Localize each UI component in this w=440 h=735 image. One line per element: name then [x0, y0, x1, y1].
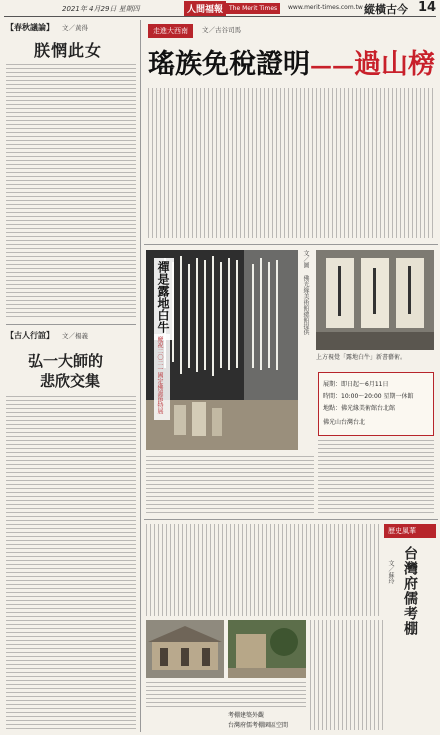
calligraphy-scrolls-photo	[316, 250, 434, 350]
photo-caption: 考棚建築外觀	[228, 712, 265, 719]
newspaper-logo: 人間福報	[184, 1, 226, 16]
exam-hall-courtyard-photo	[228, 620, 306, 678]
exhibit-body-text-2	[318, 440, 434, 514]
exhibit-address: 地點：佛光緣美術館台北館	[323, 405, 396, 412]
column-tag: 【春秋議論】	[6, 22, 54, 32]
section-name: 縱橫古今	[364, 3, 408, 16]
exam-hall-body-text	[146, 524, 382, 616]
feature-body-text	[148, 88, 436, 238]
exhibit-photo-credit: 文／圖 佛光緣美術館總館提供	[302, 250, 309, 335]
article-body-text	[6, 396, 136, 730]
exhibit-subtitle: 慶祝二〇二一國定佛誕節特展	[156, 336, 163, 414]
exam-hall-right-text	[310, 620, 384, 730]
exhibit-info-box	[318, 372, 434, 436]
author-line: 文／黃得	[62, 24, 88, 32]
exhibit-credit-column	[301, 250, 311, 400]
page-number: 14	[418, 0, 437, 15]
exhibit-photo	[146, 250, 298, 450]
exam-hall-photo-2	[228, 620, 306, 678]
exhibit-body-text	[146, 456, 314, 514]
headline-accent: 過山榜	[354, 49, 435, 80]
website-link[interactable]: www.merit-times.com.tw	[288, 4, 363, 11]
spring-autumn-article	[6, 20, 136, 320]
exhibit-second-photo	[316, 250, 434, 350]
exhibit-subtitle-box	[154, 334, 170, 420]
exhibit-dates: 展期：即日起～6月11日	[323, 381, 389, 388]
newspaper-english-name: The Merit Times	[226, 3, 280, 14]
exhibit-location: 佛光山台灣台北	[323, 419, 366, 426]
section-divider	[144, 519, 438, 520]
section-divider	[144, 244, 438, 245]
headline-dash: ——	[310, 53, 354, 79]
article-title: 朕惘此女	[34, 41, 103, 60]
history-column-tag	[384, 524, 436, 538]
photo-caption: 台灣府儒考棚園區空間	[228, 722, 289, 729]
exam-hall-exterior-photo	[146, 620, 224, 678]
exam-hall-photo-1	[146, 620, 224, 678]
exhibit-title-box	[154, 258, 174, 340]
column-tag: 歷史風華	[388, 527, 416, 535]
article-title-line2: 悲欣交集	[40, 372, 101, 390]
article-body-text	[6, 64, 136, 318]
masthead	[0, 0, 440, 18]
article-title: 台灣府儒考棚	[402, 546, 418, 636]
section-divider	[6, 324, 136, 325]
feature-headline	[148, 42, 438, 82]
author-column	[386, 560, 396, 620]
issue-date: 2021年 4月29日 星期四	[62, 5, 140, 13]
author-line: 文／蘇玲	[387, 560, 394, 584]
column-tag: 【古人行誼】	[6, 330, 54, 340]
feature-byline: 文／古谷司馬	[202, 26, 241, 34]
ancient-conduct-article	[6, 330, 136, 730]
header-rule	[4, 16, 436, 17]
feature-kicker: 走進大西南	[148, 24, 193, 38]
exhibit-title: 禪是露地白牛	[156, 261, 170, 333]
author-line: 文／楊義	[62, 332, 88, 340]
exhibit-photo-caption: 上方視覺「露地白牛」新書藝術。	[316, 354, 407, 361]
left-column-divider	[140, 20, 141, 732]
article-title: 弘一大師的	[28, 352, 104, 370]
headline-main: 瑤族免稅證明	[148, 49, 310, 80]
title-column	[400, 546, 428, 706]
exam-hall-body-text-lower	[146, 682, 306, 708]
exhibit-hours: 時間：10:00～20:00 星期一休館	[323, 393, 414, 400]
